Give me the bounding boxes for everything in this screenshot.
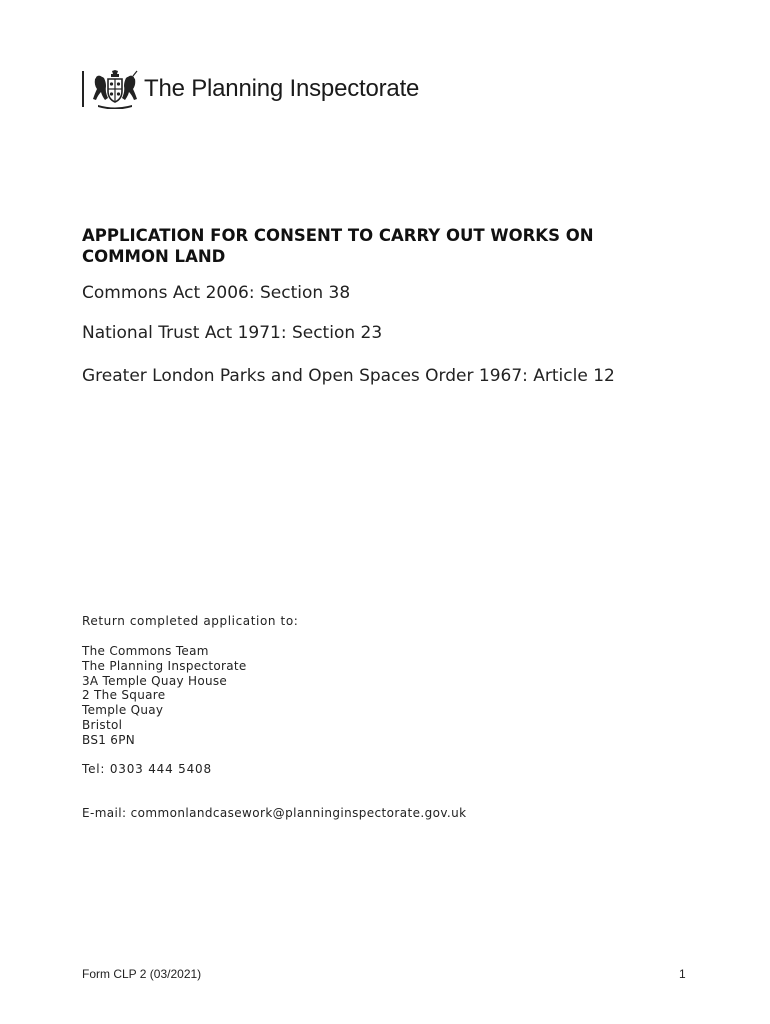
form-reference: Form CLP 2 (03/2021)	[82, 967, 202, 981]
email-address: E-mail: commonlandcasework@planninginspectorate.gov.uk	[82, 806, 467, 820]
address-line: Temple Quay	[82, 703, 164, 718]
logo-text: The Planning Inspectorate	[144, 75, 420, 102]
act-reference-national-trust: National Trust Act 1971: Section 23	[82, 323, 383, 343]
act-reference-commons: Commons Act 2006: Section 38	[82, 283, 351, 303]
address-line: BS1 6PN	[82, 732, 136, 747]
return-address	[82, 644, 247, 748]
address-line: 2 The Square	[82, 688, 166, 703]
address-line: The Planning Inspectorate	[82, 658, 247, 673]
telephone-number: Tel: 0303 444 5408	[82, 762, 212, 776]
act-reference-greater-london: Greater London Parks and Open Spaces Order 1967: Article 12	[82, 366, 615, 386]
return-instructions: Return completed application to:	[82, 614, 299, 628]
planning-inspectorate-logo	[82, 70, 419, 108]
logo-divider	[82, 71, 84, 107]
address-line: Bristol	[82, 717, 123, 732]
document-title: APPLICATION FOR CONSENT TO CARRY OUT WORKS ON COMMON LAND	[82, 226, 594, 266]
address-line: The Commons Team	[82, 644, 209, 658]
page-number: 1	[679, 967, 686, 981]
address-line: 3A Temple Quay House	[82, 673, 228, 688]
royal-coat-of-arms-icon	[92, 69, 138, 109]
